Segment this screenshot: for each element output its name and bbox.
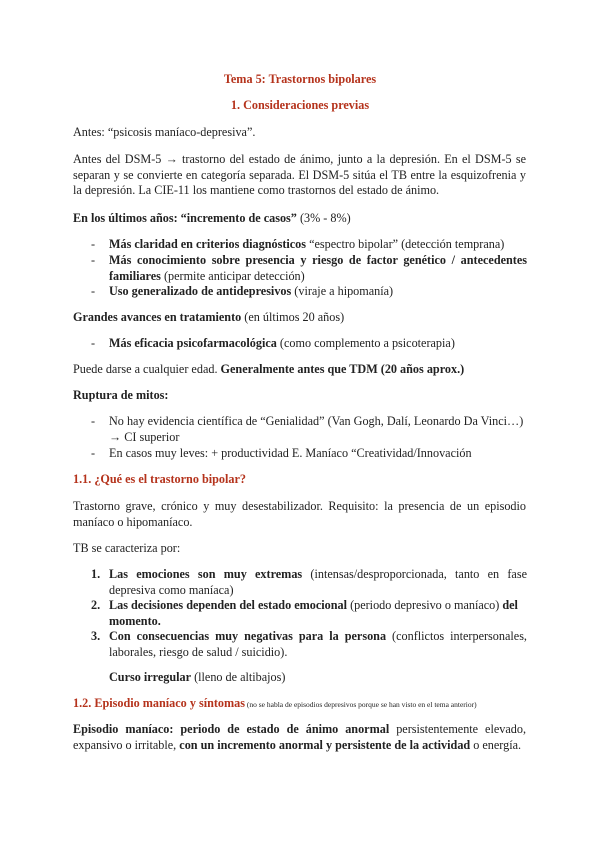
list-dash: - [91,414,96,428]
list-dash: - [91,237,96,251]
list-dash: - [91,336,96,350]
paragraph-episodio: Episodio maníaco: periodo de estado de ánimo anormal persistentemente elevado, expansivo o irritable, con un incremento anormal y persistente de la actividad o energía. [73,722,527,752]
paragraph-edad: Puede darse a cualquier edad. Generalmente antes que TDM (20 años aprox.) [73,362,465,376]
list-dash: - [91,284,96,298]
page-title: Tema 5: Trastornos bipolares [223,72,377,86]
list-item: No hay evidencia científica de “Genialidad” (Van Gogh, Dalí, Leonardo Da Vinci…) → CI superior [109,414,524,444]
list-dash: - [91,253,96,267]
paragraph-caracteriza: TB se caracteriza por: [73,541,181,555]
list-item: Uso generalizado de antidepresivos (viraje a hipomanía) [109,284,394,298]
numbered-item: Las emociones son muy extremas (intensas/desproporcionada, tanto en fase depresiva como maníaca) [109,567,527,597]
numbered-item: Las decisiones dependen del estado emocional (periodo depresivo o maníaco) del momento. [109,598,518,628]
list-item: En casos muy leves: + productividad E. Maníaco “Creatividad/Innovación [109,446,472,460]
paragraph-antes: Antes: “psicosis maníaco-depresiva”. [73,125,256,139]
section-heading-1-2: 1.2. Episodio maníaco y síntomas (no se habla de episodios depresivos porque se han visto en el tema anterior) [73,696,477,710]
incremento-heading: En los últimos años: “incremento de casos” (3% - 8%) [73,211,351,225]
list-number: 2. [91,598,101,612]
numbered-item: Con consecuencias muy negativas para la persona (conflictos interpersonales, laborales, riesgo de salud / suicidio). [109,629,527,659]
paragraph-dsm: Antes del DSM-5 → trastorno del estado de ánimo, junto a la depresión. En el DSM-5 se separan y se convierte en categoría separada. El DSM-5 sitúa el TB entre la esquizofrenia y la depresión. La CIE-11 los mantiene como trastornos del estado de ánimo. [73,152,526,198]
avances-heading: Grandes avances en tratamiento (en últimos 20 años) [73,310,345,324]
paragraph-grave: Trastorno grave, crónico y muy desestabilizador. Requisito: la presencia de un episodio maníaco o hipomaníaco. [73,499,526,529]
list-item: Más eficacia psicofarmacológica (como complemento a psicoterapia) [109,336,455,350]
section-heading-1-1: 1.1. ¿Qué es el trastorno bipolar? [73,472,246,486]
list-item: Más conocimiento sobre presencia y riesgo de factor genético / antecedentes familiares (permite anticipar detección) [109,253,527,283]
mitos-heading: Ruptura de mitos: [73,388,169,402]
list-item: Más claridad en criterios diagnósticos “espectro bipolar” (detección temprana) [109,237,505,251]
list-number: 1. [91,567,101,581]
list-dash: - [91,446,96,460]
list-number: 3. [91,629,101,643]
section-heading-1: 1. Consideraciones previas [230,98,370,112]
curso-line: Curso irregular (lleno de altibajos) [109,670,286,684]
